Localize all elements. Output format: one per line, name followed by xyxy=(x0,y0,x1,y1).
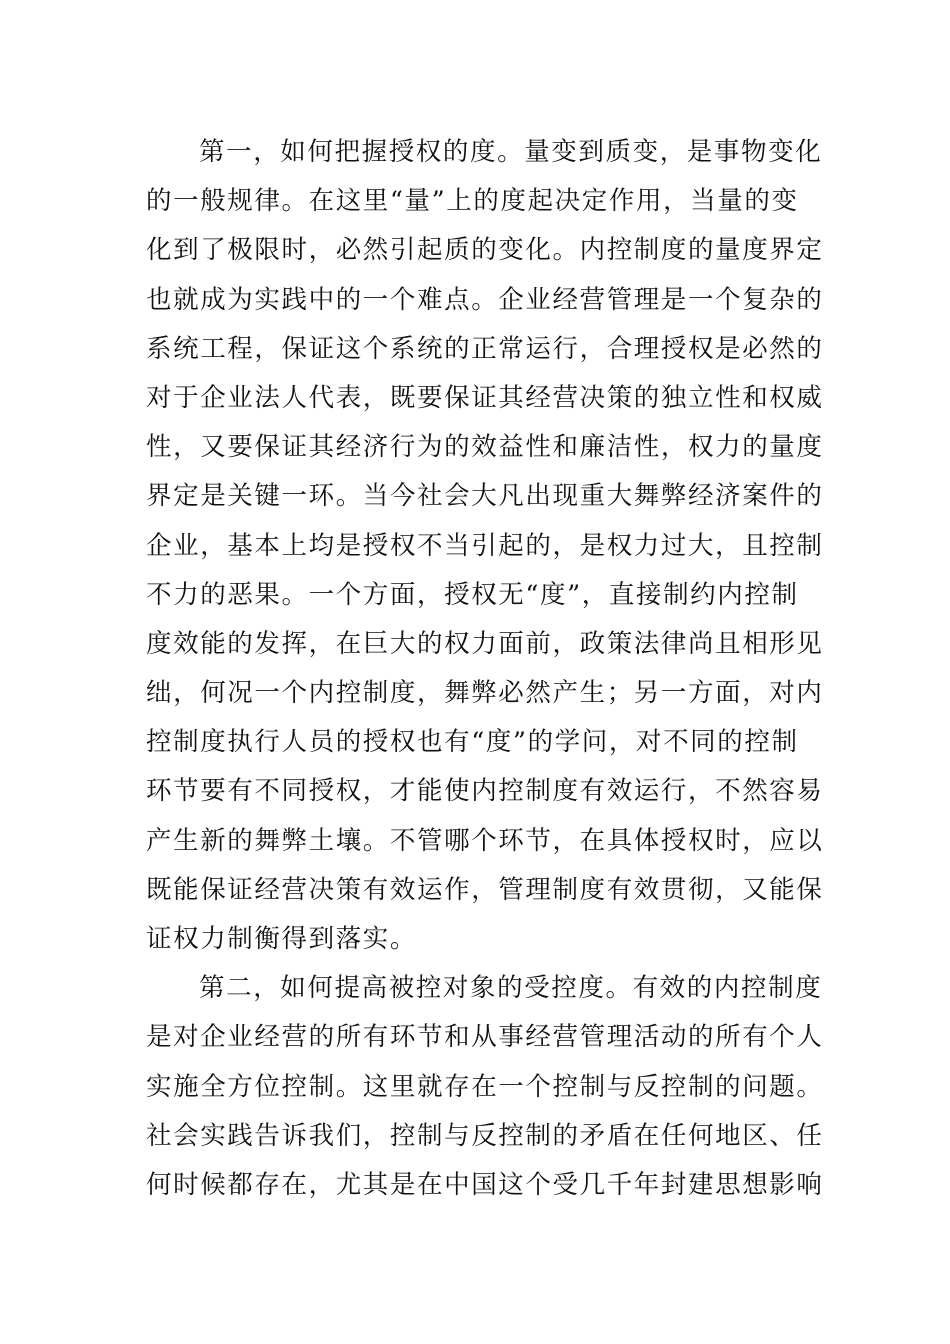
paragraph-line: 社会实践告诉我们，控制与反控制的矛盾在任何地区、任 xyxy=(146,1120,824,1151)
paragraph-line: 何时候都存在，尤其是在中国这个受几千年封建思想影响 xyxy=(146,1169,824,1200)
paragraph-line: 不力的恶果。一个方面，授权无“度”，直接制约内控制 xyxy=(146,579,799,610)
paragraph-line: 证权力制衡得到落实。 xyxy=(146,924,418,954)
paragraph-line: 实施全方位控制。这里就存在一个控制与反控制的问题。 xyxy=(146,1071,824,1102)
paragraph-line: 第一，如何把握授权的度。量变到质变，是事物变化 xyxy=(199,137,823,167)
paragraph-line: 化到了极限时，必然引起质的变化。内控制度的量度界定 xyxy=(146,235,824,266)
paragraph-line: 既能保证经营决策有效运作，管理制度有效贯彻，又能保 xyxy=(146,874,824,905)
paragraph-line: 第二，如何提高被控对象的受控度。有效的内控制度 xyxy=(199,973,823,1004)
paragraph-line: 系统工程，保证这个系统的正常运行，合理授权是必然的 xyxy=(146,333,824,364)
paragraph-line: 也就成为实践中的一个难点。企业经营管理是一个复杂的 xyxy=(146,284,824,315)
paragraph-line: 度效能的发挥，在巨大的权力面前，政策法律尚且相形见 xyxy=(146,628,824,659)
paragraph-line: 的一般规律。在这里“量”上的度起决定作用，当量的变 xyxy=(146,186,799,217)
paragraph-line: 产生新的舞弊土壤。不管哪个环节，在具体授权时，应以 xyxy=(146,825,824,856)
paragraph-line: 性，又要保证其经济行为的效益性和廉洁性，权力的量度 xyxy=(146,432,824,463)
paragraph-line: 绌，何况一个内控制度，舞弊必然产生；另一方面，对内 xyxy=(146,678,824,709)
paragraph-line: 控制度执行人员的授权也有“度”的学问，对不同的控制 xyxy=(146,727,799,758)
paragraph-line: 对于企业法人代表，既要保证其经营决策的独立性和权威 xyxy=(146,382,824,413)
document-body xyxy=(146,128,824,1210)
paragraph-line: 环节要有不同授权，才能使内控制度有效运行，不然容易 xyxy=(146,776,824,807)
paragraph-line: 企业，基本上均是授权不当引起的，是权力过大，且控制 xyxy=(146,530,824,561)
paragraph-line: 是对企业经营的所有环节和从事经营管理活动的所有个人 xyxy=(146,1022,824,1053)
paragraph-line: 界定是关键一环。当今社会大凡出现重大舞弊经济案件的 xyxy=(146,481,824,512)
paragraph-1 xyxy=(146,128,824,964)
paragraph-2 xyxy=(146,964,824,1210)
